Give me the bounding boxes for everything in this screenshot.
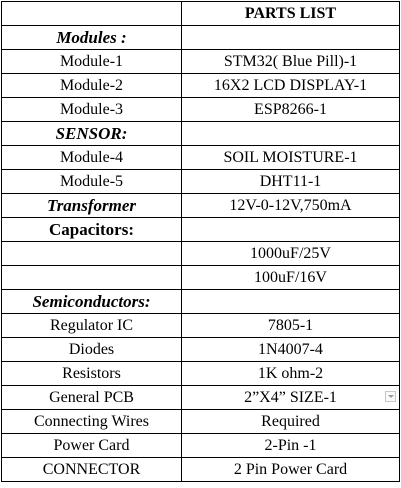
part-label: Power Card (2, 434, 182, 458)
section-value-capacitors (182, 218, 400, 242)
section-row-transformer (2, 194, 400, 218)
section-label-semiconductors: Semiconductors: (2, 290, 182, 314)
table-row (2, 410, 400, 434)
part-value: 2-Pin -1 (182, 434, 400, 458)
parts-list-table (1, 1, 400, 482)
table-row (2, 242, 400, 266)
table-row (2, 386, 400, 410)
part-label: Connecting Wires (2, 410, 182, 434)
table-row (2, 338, 400, 362)
dropdown-arrow-icon[interactable] (385, 391, 396, 402)
table-title-row (2, 2, 400, 26)
part-label (2, 242, 182, 266)
section-value-modules (182, 26, 400, 50)
section-row-sensor (2, 122, 400, 146)
section-label-modules: Modules : (2, 26, 182, 50)
table-row (2, 458, 400, 482)
part-value: 1K ohm-2 (182, 362, 400, 386)
part-value: 1N4007-4 (182, 338, 400, 362)
part-value: STM32( Blue Pill)-1 (182, 50, 400, 74)
table-row (2, 434, 400, 458)
table-row (2, 362, 400, 386)
section-label-capacitors: Capacitors: (2, 218, 182, 242)
section-value-sensor (182, 122, 400, 146)
part-value: ESP8266-1 (182, 98, 400, 122)
section-value-semiconductors (182, 290, 400, 314)
part-value: 7805-1 (182, 314, 400, 338)
table-row (2, 98, 400, 122)
parts-list-container (1, 1, 399, 487)
part-label: Regulator IC (2, 314, 182, 338)
part-value: 1000uF/25V (182, 242, 400, 266)
section-label-transformer: Transformer (2, 194, 182, 218)
part-label: Module-5 (2, 170, 182, 194)
table-row (2, 266, 400, 290)
part-label: Module-4 (2, 146, 182, 170)
part-value: 2”X4” SIZE-1 (244, 388, 337, 406)
part-label: Resistors (2, 362, 182, 386)
section-row-modules (2, 26, 400, 50)
part-label: Module-2 (2, 74, 182, 98)
part-value: SOIL MOISTURE-1 (182, 146, 400, 170)
part-value: DHT11-1 (182, 170, 400, 194)
section-row-semiconductors (2, 290, 400, 314)
part-value: 16X2 LCD DISPLAY-1 (182, 74, 400, 98)
part-label: CONNECTOR (2, 458, 182, 482)
table-title-spacer (2, 2, 182, 26)
part-label (2, 266, 182, 290)
part-value-cell (182, 386, 400, 410)
part-label: General PCB (2, 386, 182, 410)
section-label-sensor: SENSOR: (2, 122, 182, 146)
table-row (2, 74, 400, 98)
part-value: 100uF/16V (182, 266, 400, 290)
section-row-capacitors (2, 218, 400, 242)
part-label: Module-1 (2, 50, 182, 74)
part-value: 2 Pin Power Card (182, 458, 400, 482)
table-title: PARTS LIST (182, 2, 400, 26)
table-row (2, 170, 400, 194)
table-row (2, 314, 400, 338)
part-label: Diodes (2, 338, 182, 362)
table-row (2, 50, 400, 74)
part-value: Required (182, 410, 400, 434)
section-value-transformer: 12V-0-12V,750mA (182, 194, 400, 218)
part-label: Module-3 (2, 98, 182, 122)
table-row (2, 146, 400, 170)
